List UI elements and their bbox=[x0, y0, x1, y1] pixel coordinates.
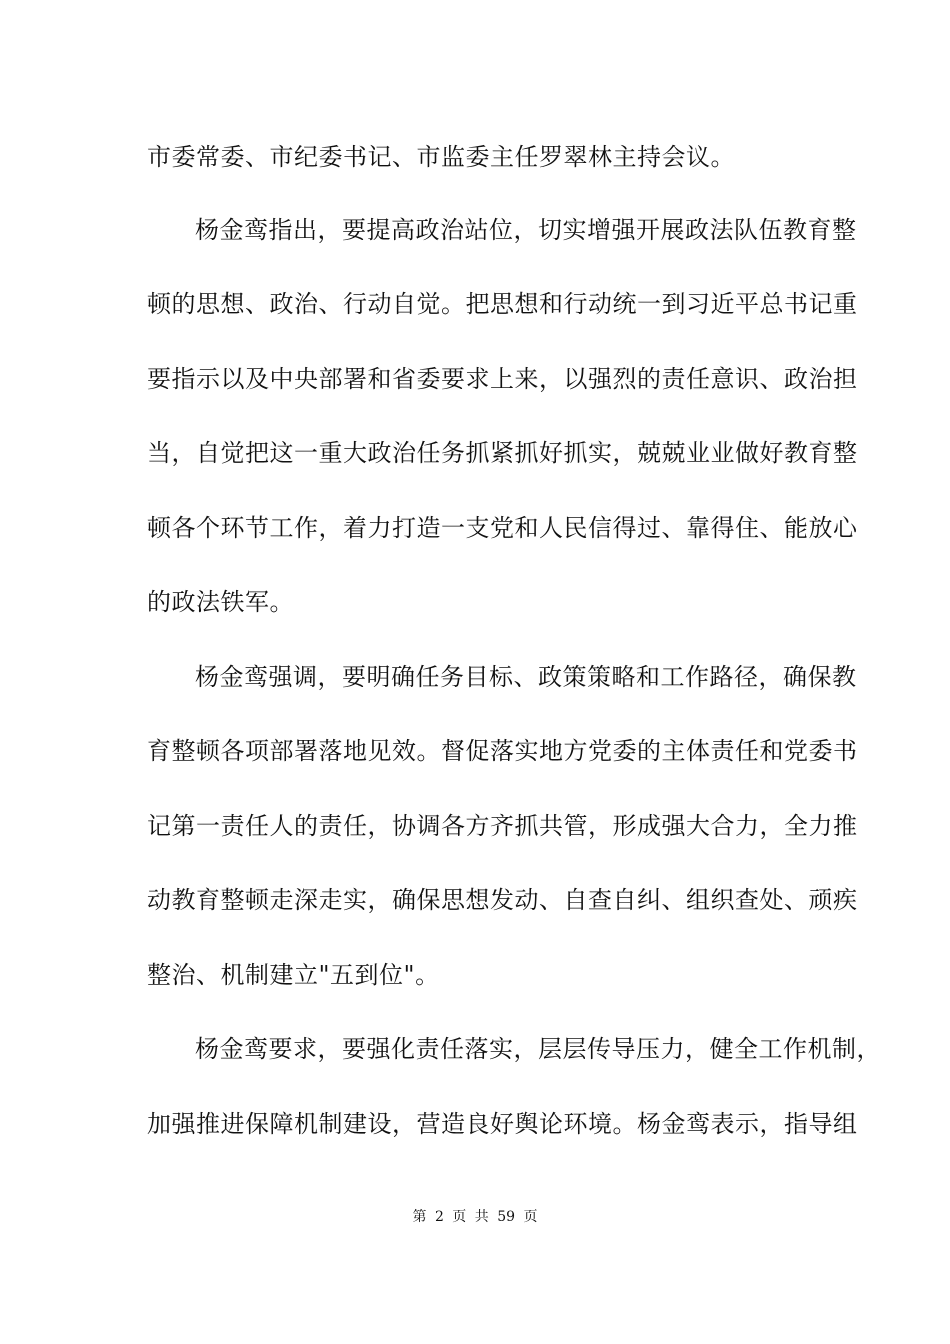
paragraph-line: 整治、机制建立"五到位"。 bbox=[147, 961, 440, 989]
paragraph-line: 顿各个环节工作，着力打造一支党和人民信得过、靠得住、能放心 bbox=[147, 514, 858, 542]
paragraph-line: 杨金鸾强调，要明确任务目标、政策策略和工作路径，确保教 bbox=[195, 663, 857, 691]
paragraph-line: 要指示以及中央部署和省委要求上来，以强烈的责任意识、政治担 bbox=[147, 365, 858, 393]
paragraph-line: 当，自觉把这一重大政治任务抓紧抓好抓实，兢兢业业做好教育整 bbox=[147, 439, 858, 467]
paragraph-line: 杨金鸾要求，要强化责任落实，层层传导压力，健全工作机制， bbox=[195, 1035, 881, 1063]
page-number-footer: 第 2 页 共 59 页 bbox=[412, 1209, 538, 1225]
paragraph-line: 记第一责任人的责任，协调各方齐抓共管，形成强大合力，全力推 bbox=[147, 812, 858, 840]
paragraph-line: 育整顿各项部署落地见效。督促落实地方党委的主体责任和党委书 bbox=[147, 737, 858, 765]
paragraph-line: 市委常委、市纪委书记、市监委主任罗翠林主持会议。 bbox=[147, 143, 735, 171]
paragraph-line: 动教育整顿走深走实，确保思想发动、自查自纠、组织查处、顽疾 bbox=[147, 886, 858, 914]
paragraph-line: 顿的思想、政治、行动自觉。把思想和行动统一到习近平总书记重 bbox=[147, 290, 858, 318]
paragraph-line: 杨金鸾指出，要提高政治站位，切实增强开展政法队伍教育整 bbox=[195, 216, 857, 244]
paragraph-line: 加强推进保障机制建设，营造良好舆论环境。杨金鸾表示，指导组 bbox=[147, 1110, 858, 1138]
paragraph-line: 的政法铁军。 bbox=[147, 588, 294, 616]
